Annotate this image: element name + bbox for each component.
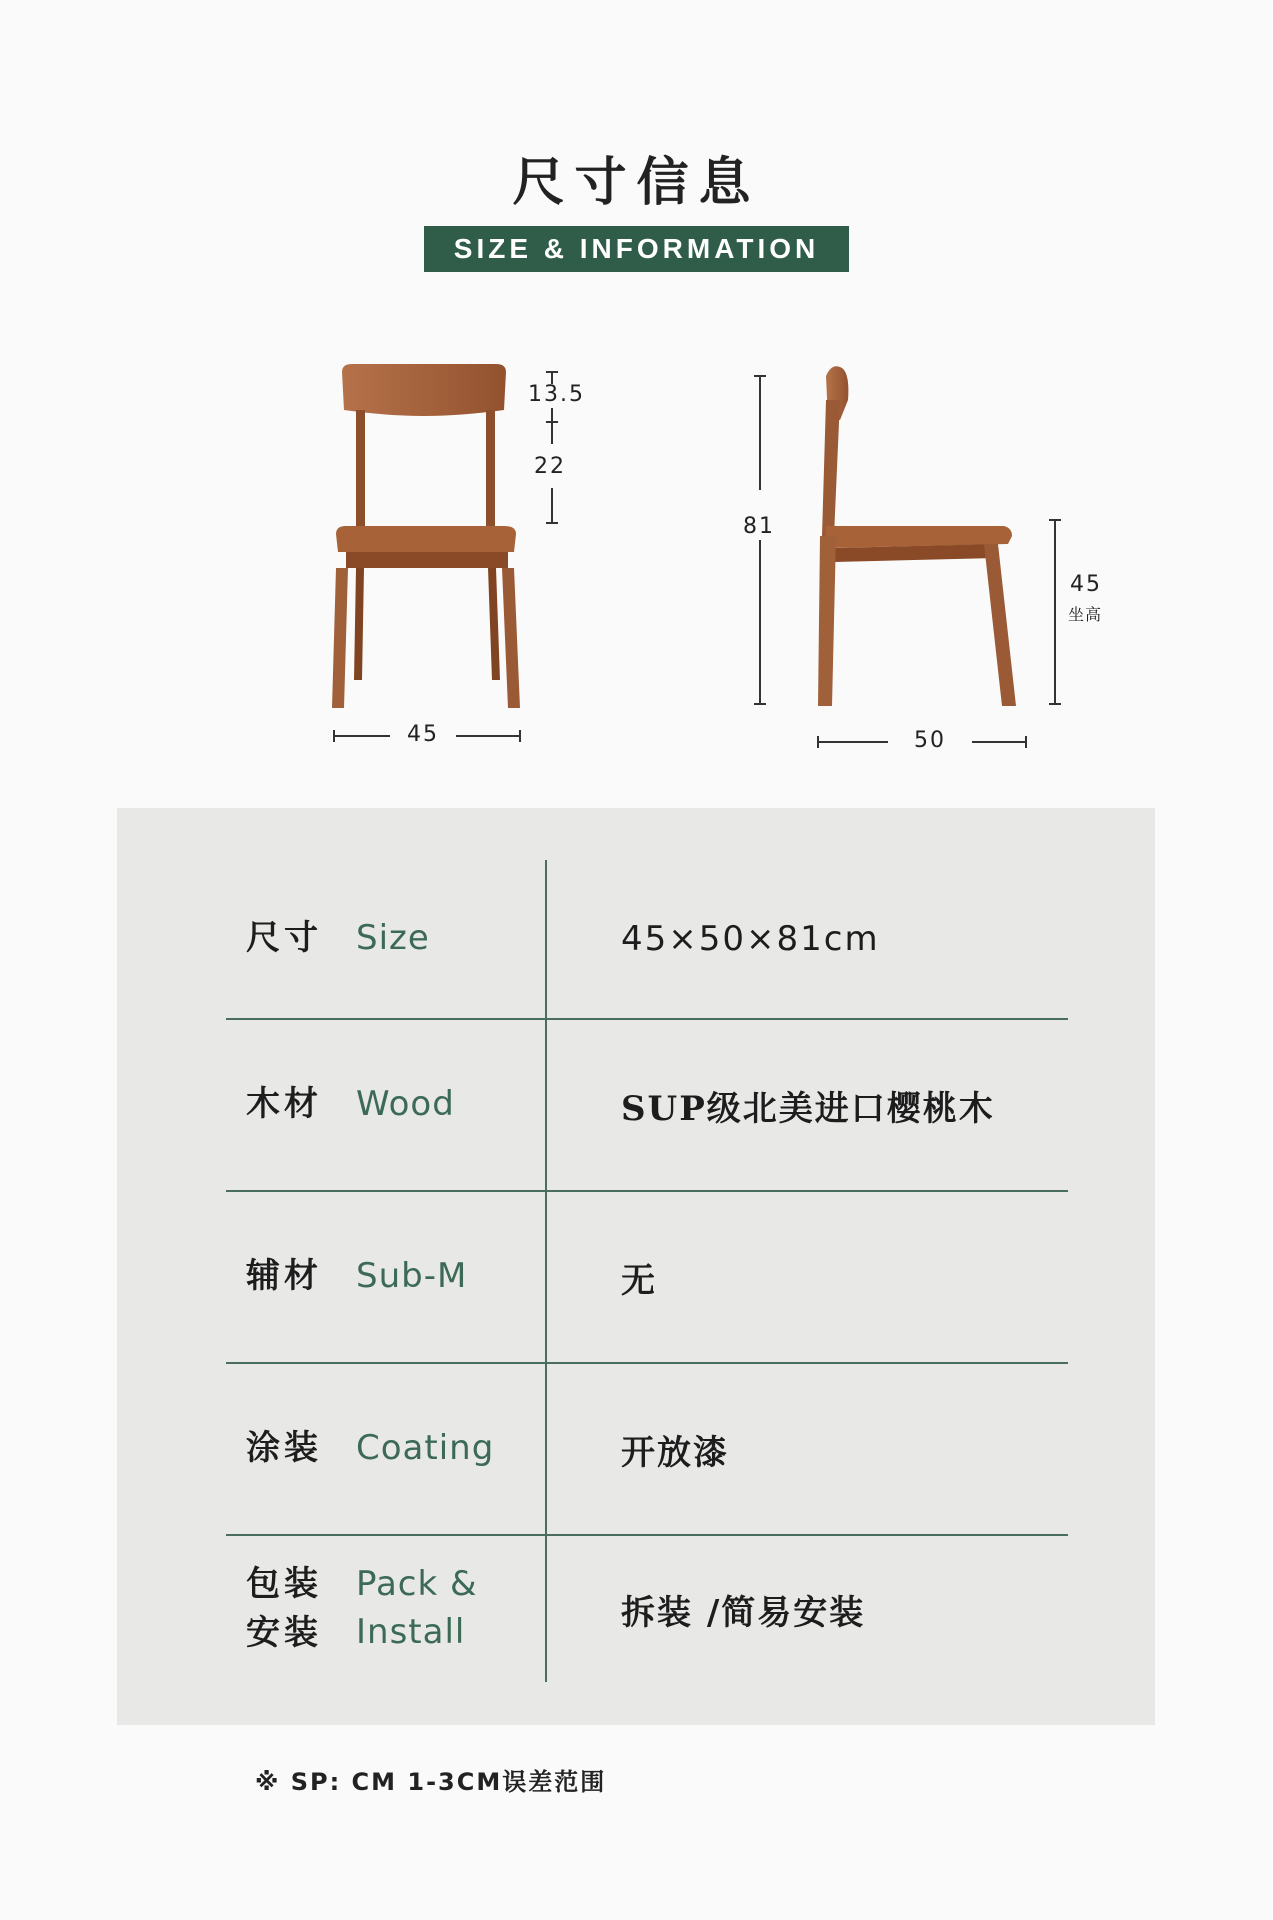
spec-label-en: Coating [356,1428,495,1469]
page-title: 尺寸信息 [512,153,761,213]
spec-row-size [226,860,1068,1020]
spec-label-en: Size [356,918,430,959]
spec-label [226,1560,546,1659]
spec-label-zh-line: 安装 [246,1613,322,1653]
spec-label-en [356,1561,478,1656]
chair-dimension-figure [260,340,1160,780]
spec-table [226,860,1068,1682]
dim-seat-height: 45 [1070,572,1102,597]
spec-label-en: Sub-M [356,1256,468,1297]
spec-value: 开放漆 [621,1432,729,1473]
front-view-chair [332,364,520,708]
spec-value: 无 [621,1260,657,1301]
spec-row-sub-material [226,1192,1068,1364]
spec-label [226,1424,546,1473]
spec-label [226,914,546,963]
chair-illustration [260,340,1160,780]
spec-value: 拆装 /简易安装 [621,1592,866,1633]
spec-label-zh: 辅材 [246,1256,322,1297]
spec-row-pack-install [226,1536,1068,1682]
spec-panel [117,808,1155,1725]
spec-label-en-line: Install [356,1612,466,1652]
spec-label-zh: 木材 [246,1084,322,1125]
spec-value: SUP级北美进口樱桃木 [621,1088,995,1129]
subtitle-badge: SIZE & INFORMATION [424,226,849,272]
side-dimension-lines [754,376,1061,748]
dim-back-gap: 22 [534,454,566,479]
dim-seat-height-label: 坐高 [1068,605,1103,624]
dim-total-height: 81 [743,514,775,539]
footnote: ※ SP: CM 1-3CM误差范围 [255,1768,607,1796]
spec-row-coating [226,1364,1068,1536]
spec-label-zh [246,1560,356,1659]
spec-value: 45×50×81cm [621,919,880,959]
spec-label-en-line: Pack & [356,1564,478,1605]
spec-label-zh-line: 包装 [246,1563,322,1604]
spec-label-zh: 尺寸 [246,918,322,959]
spec-label [226,1252,546,1301]
spec-label [226,1080,546,1129]
spec-label-en: Wood [356,1084,455,1125]
dim-front-width: 45 [407,722,439,747]
dim-backrest-height: 13.5 [528,382,585,407]
dim-depth: 50 [914,728,946,753]
spec-label-zh: 涂装 [246,1428,322,1469]
spec-row-wood [226,1020,1068,1192]
side-view-chair [818,366,1016,706]
